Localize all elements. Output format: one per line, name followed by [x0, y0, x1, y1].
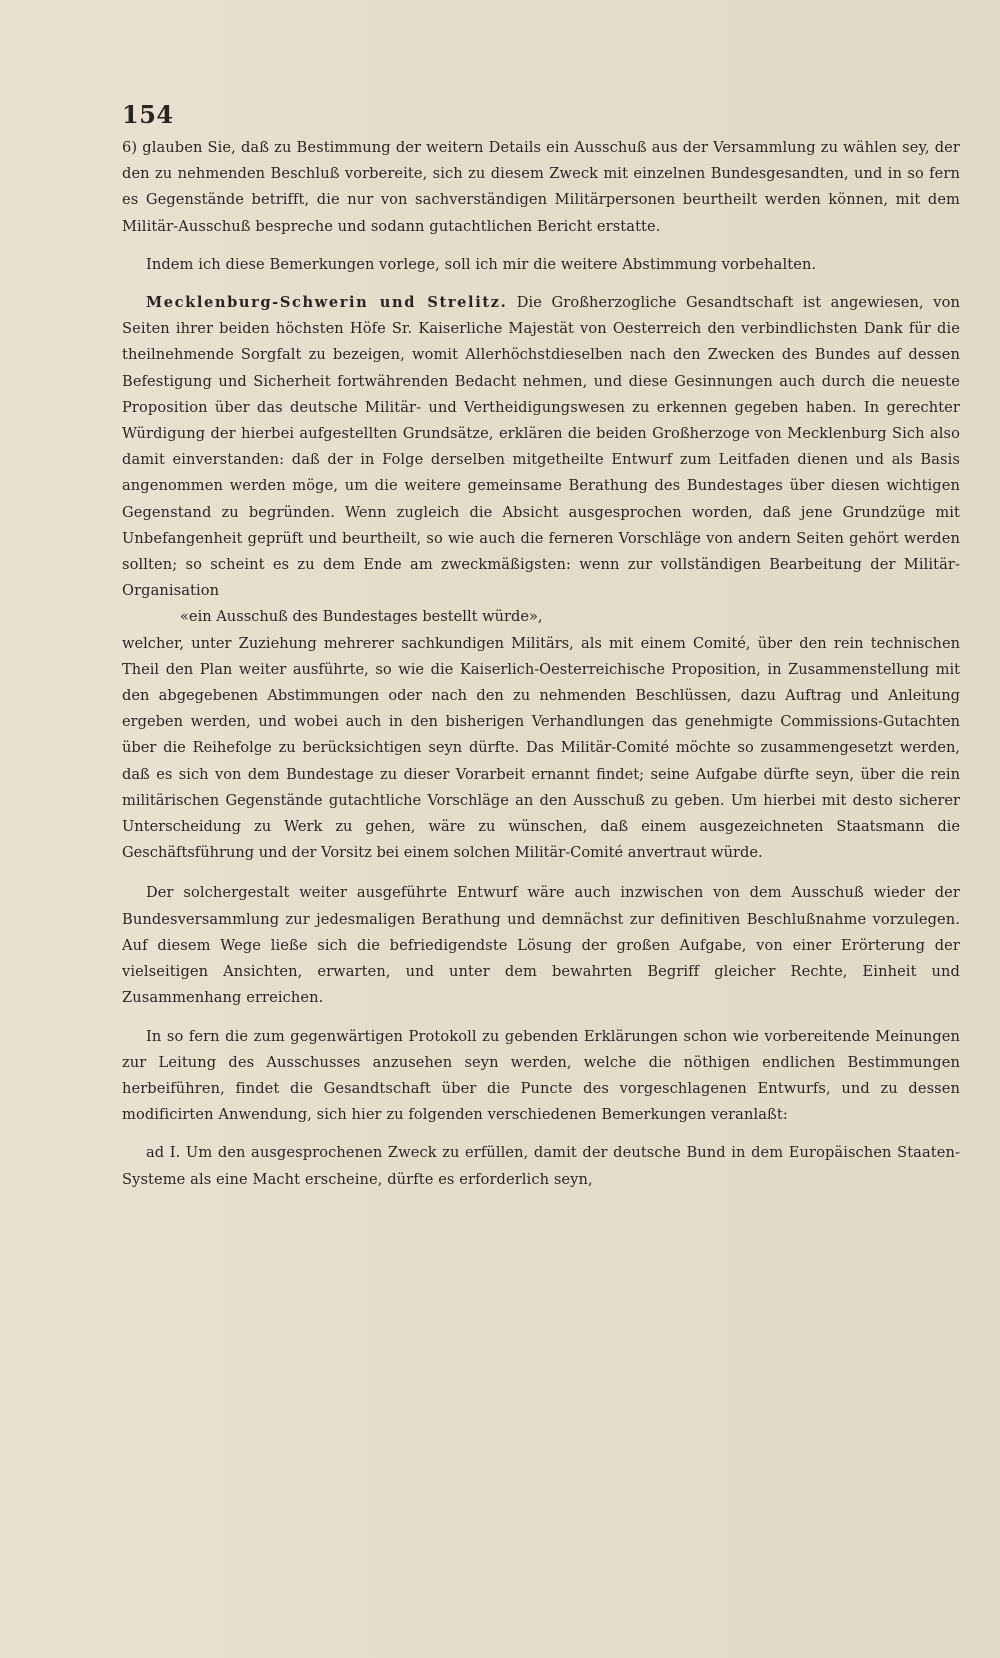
quoted-proposal: «ein Ausschuß des Bundestages bestellt würde»,: [180, 608, 543, 626]
paragraph-draft: Der solchergestalt weiter ausgeführte Entwurf wäre auch inzwischen von dem Ausschuß wieder der Bundesversammlung zur jedesmaligen Berathung und demnächst zur definitiven Beschlußnahme vorzulegen. Auf diesem Wege ließe sich die befriedigendste Lösung der großen Aufgabe, von einer Erörterung der vielseitigen Ansichten, erwarten, und unter dem bewahrten Begriff gleicher Rechte, Einheit und Zusammenhang erreichen.: [122, 884, 960, 1007]
paragraph-vote-reservation: Indem ich diese Bemerkungen vorlege, soll ich mir die weitere Abstimmung vorbehalten.: [146, 255, 817, 273]
state-heading: Mecklenburg-Schwerin und Strelitz.: [146, 294, 508, 312]
paragraph-point-6: 6) glauben Sie, daß zu Bestimmung der weitern Details ein Ausschuß aus der Versammlung zu wählen sey, der den zu nehmenden Beschluß vorbereite, sich zu diesem Zweck mit einzelnen Bundesgesandten, und in so fern es Gegenstände betrifft, die nur von sachverständigen Militärpersonen beurtheilt werden können, mit dem Militär-Ausschuß bespreche und sodann gutachtlichen Bericht erstatte.: [122, 139, 960, 235]
paragraph-remarks: In so fern die zum gegenwärtigen Protokoll zu gebenden Erklärungen schon wie vorbereitende Meinungen zur Leitung des Ausschusses anzusehen seyn werden, welche die nöthigen endlichen Bestimmungen herbeiführen, findet die Gesandtschaft über die Puncte des vorgeschlagenen Entwurfs, und zu dessen modificirten Anwendung, sich hier zu folgenden verschiedenen Bemerkungen veranlaßt:: [122, 1027, 960, 1124]
mecklenburg-declaration: Die Großherzogliche Gesandtschaft ist angewiesen, von Seiten ihrer beiden höchsten Höfe Sr. Kaiserliche Majestät von Oesterreich den verbindlichsten Dank für die theilnehmende Sorgfalt zu bezeigen, womit Allerhöchstdieselben nach den Zwecken des Bundes auf dessen Befestigung und Sicherheit fortwährenden Bedacht nehmen, und diese Gesinnungen auch durch die neueste Proposition über das deutsche Militär- und Vertheidigungswesen zu erkennen gegeben haben. In gerechter Würdigung der hierbei aufgestellten Grundsätze, erklären die beiden Großherzoge von Mecklenburg Sich also damit einverstanden: daß der in Folge derselben mitgetheilte Entwurf zum Leitfaden dienen und als Basis angenommen werden möge, um die weitere gemeinsame Berathung des Bundestages über diesen wichtigen Gegenstand zu begründen. Wenn zugleich die Absicht ausgesprochen worden, daß jene Grundzüge mit Unbefangenheit geprüft und beurtheilt, so wie auch die ferneren Vorschläge von andern Seiten gehört werden sollten; so scheint es zu dem Ende am zweckmäßigsten: wenn zur vollständigen Bearbeitung der Militär-Organisation: [122, 294, 960, 600]
page-number: 154: [122, 100, 174, 129]
paragraph-mecklenburg: [122, 290, 960, 604]
paragraph-ad-one: ad I. Um den ausgesprochenen Zweck zu erfüllen, damit der deutsche Bund in dem Europäischen Staaten-Systeme als eine Macht erscheine, dürfte es erforderlich seyn,: [122, 1144, 960, 1188]
paragraph-committee: welcher, unter Zuziehung mehrerer sachkundigen Militärs, als mit einem Comité, über den rein technischen Theil den Plan weiter ausführte, so wie die Kaiserlich-Oesterreichische Proposition, in Zusammenstellung mit den abgegebenen Abstimmungen oder nach den zu nehmenden Beschlüssen, dazu Auftrag und Anleitung ergeben werden, und wobei auch in den bisherigen Verhandlungen das genehmigte Commissions-Gutachten über die Reihefolge zu berücksichtigen seyn dürfte. Das Militär-Comité möchte so zusammengesetzt werden, daß es sich von dem Bundestage zu dieser Vorarbeit ernannt findet; seine Aufgabe dürfte seyn, über die rein militärischen Gegenstände gutachtliche Vorschläge an den Ausschuß zu geben. Um hierbei mit desto sicherer Unterscheidung zu Werk zu gehen, wäre zu wünschen, daß einem ausgezeichneten Staatsmann die Geschäftsführung und der Vorsitz bei einem solchen Militär-Comité anvertraut würde.: [122, 634, 960, 862]
